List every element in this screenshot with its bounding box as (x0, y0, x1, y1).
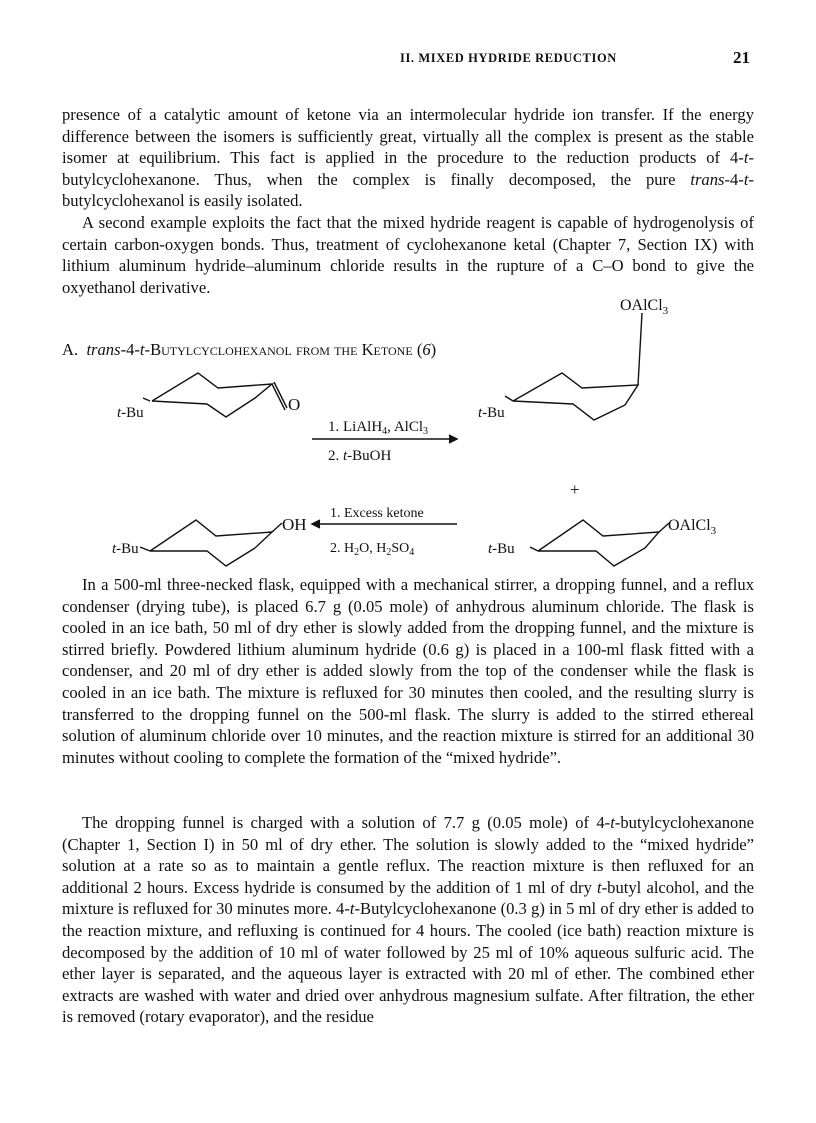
axial-alkoxide-chair (513, 373, 638, 420)
condition-3: 1. Excess ketone (330, 506, 424, 521)
paragraph-1: presence of a catalytic amount of ketone via an intermolecular hydride ion transfer. If the energy difference between the isomers is sufficiently great, virtually all the complex is present as the stable isomer at equilibrium. This fact is applied in the procedure to the reduction products of 4-t-butylcyclohexanone. Thus, when the complex is finally decomposed, the pure trans-4-t-butylcyclohexanol is easily isolated. (62, 105, 754, 211)
condition-2: 2. t-BuOH (328, 448, 392, 464)
condition-4: 2. $H_2O$, $H_2SO_4$ (330, 541, 415, 558)
alcohol-chair (150, 520, 272, 566)
ketone-chair (152, 373, 272, 417)
paragraph-4: The dropping funnel is charged with a solution of 7.7 g (0.05 mole) of 4-t-butylcyclohexanone (Chapter 1, Section I) in 50 ml of dry ether. The solution is slowly added to the “mixed hydride” solution at a rate so as to maintain a gentle reflux. The reaction mixture is then refluxed for an additional 2 hours. Excess hydride is consumed by the addition of 1 ml of dry t-butyl alcohol, and the mixture is refluxed for 30 minutes more. 4-t-Butylcyclohexanone (0.3 g) in 5 ml of dry ether is added to the reaction mixture, and refluxing is continued for 4 hours. The cooled (ice bath) reaction mixture is decomposed by the addition of 10 ml of water followed by 25 ml of 10% aqueous sulfuric acid. The ether layer is separated, and the aqueous layer is extracted with 20 ml of ether. The combined ether extracts are washed with water and dried over anhydrous magnesium sulfate. After filtration, the ether is removed (rotary evaporator), and the residue (62, 813, 754, 1027)
page-number: 21 (733, 48, 750, 67)
running-title: II. MIXED HYDRIDE REDUCTION (400, 51, 617, 65)
paragraph-2: A second example exploits the fact that the mixed hydride reagent is capable of hydrogenolysis of certain carbon-oxygen bonds. Thus, treatment of cyclohexanone ketal (Chapter 7, Section IX) with lithium aluminum hydride–aluminum chloride results in the rupture of a C–O bond to give the oxyethanol derivative. (62, 213, 754, 297)
tbu-label: t-Bu (488, 541, 515, 557)
paragraph-3: In a 500-ml three-necked flask, equipped with a mechanical stirrer, a dropping funnel, and a reflux condenser (drying tube), is placed 6.7 g (0.05 mole) of anhydrous aluminum chloride. The flask is cooled in an ice bath, 50 ml of dry ether is slowly added from the dropping funnel, and the mixture is stirred briefly. Powdered lithium aluminum hydride (0.6 g) is placed in a 100-ml flask fitted with a condenser, and 20 ml of dry ether is added slowly from the top of the condenser while the flask is cooled in an ice bath. The mixture is refluxed for 30 minutes then cooled, and the resulting slurry is transferred to the dropping funnel on the 500-ml flask. The slurry is added to the stirred ethereal solution of aluminum chloride over 10 minutes, and the reaction mixture is stirred for an additional 30 minutes without cooling to complete the formation of the “mixed hydride”. (62, 575, 754, 767)
hydroxyl-label: OH (282, 515, 307, 534)
axial-oalcl3: OAlCl$_3$ (620, 297, 669, 317)
condition-1: 1. LiAlH$_4$, AlCl$_3$ (328, 419, 429, 437)
ketone-oxygen: O (288, 395, 301, 414)
equatorial-oalcl3: OAlCl$_3$ (668, 517, 717, 537)
tbu-label: t-Bu (478, 405, 505, 421)
plus-sign: + (570, 480, 580, 499)
equatorial-alkoxide-chair (538, 520, 659, 566)
tbu-label: t-Bu (112, 541, 139, 557)
tbu-label: t-Bu (117, 405, 144, 421)
section-heading: A. trans-4-t-Butylcyclohexanol from the Ketone (6) (62, 340, 437, 359)
